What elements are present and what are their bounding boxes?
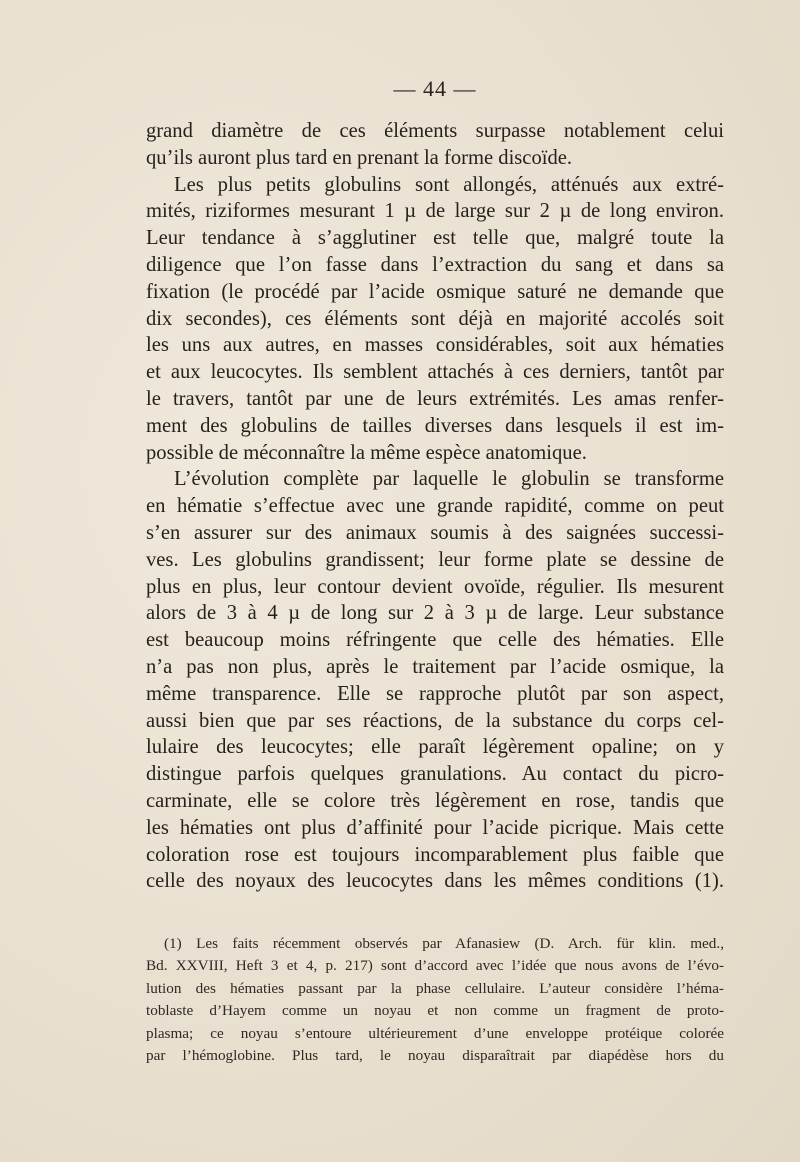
footnote <box>146 933 724 1067</box>
text-line: carminate, elle se colore très légèrement en rose, tandis que <box>146 789 724 812</box>
text-line: distingue parfois quelques granulations. Au contact du picro- <box>146 763 724 786</box>
text-line: coloration rose est toujours incomparablement plus faible que <box>146 843 724 866</box>
text-line: n’a pas non plus, après le traitement par l’acide osmique, la <box>146 655 724 678</box>
text-line: celle des noyaux des leucocytes dans les mêmes conditions (1). <box>146 870 724 893</box>
footnote-line: toblaste d’Hayem comme un noyau et non comme un fragment de proto- <box>146 1002 724 1020</box>
text-line: qu’ils auront plus tard en prenant la forme discoïde. <box>146 146 573 169</box>
text-line: en hématie s’effectue avec une grande rapidité, comme on peut <box>146 495 724 518</box>
footnote-line: Bd. XXVIII, Heft 3 et 4, p. 217) sont d’accord avec l’idée que nous avons de l’évo- <box>146 957 724 975</box>
text-line: plus en plus, leur contour devient ovoïde, régulier. Ils mesurent <box>146 575 724 598</box>
text-line: est beaucoup moins réfringente que celle des hématies. Elle <box>146 629 724 652</box>
text-line: lulaire des leucocytes; elle paraît légèrement opaline; on y <box>146 736 724 759</box>
page-number: — 44 — <box>393 76 477 101</box>
text-line: Leur tendance à s’agglutiner est telle que, malgré toute la <box>146 227 724 250</box>
footnote-line: plasma; ce noyau s’entoure ultérieurement d’une enveloppe protéique colorée <box>146 1024 724 1042</box>
text-line: les uns aux autres, en masses considérables, soit aux hématies <box>146 334 724 357</box>
footnote-line: lution des hématies passant par la phase cellulaire. L’auteur considère l’héma- <box>146 979 724 997</box>
main-text <box>146 118 724 895</box>
text-line: dix secondes), ces éléments sont déjà en majorité accolés soit <box>146 307 724 330</box>
text-line: Les plus petits globulins sont allongés, atténués aux extré- <box>174 173 724 196</box>
text-line: grand diamètre de ces éléments surpasse notablement celui <box>146 120 724 142</box>
text-line: mités, riziformes mesurant 1 µ de large sur 2 µ de long environ. <box>146 200 724 223</box>
text-line: ment des globulins de tailles diverses dans lesquels il est im- <box>146 414 724 437</box>
text-line: diligence que l’on fasse dans l’extraction du sang et dans sa <box>146 253 724 276</box>
text-line: aussi bien que par ses réactions, de la substance du corps cel- <box>146 709 724 732</box>
footnote-line: (1) Les faits récemment observés par Afanasiew (D. Arch. für klin. med., <box>164 935 724 952</box>
text-line: possible de méconnaître la même espèce anatomique. <box>146 441 587 464</box>
text-line: ves. Les globulins grandissent; leur forme plate se dessine de <box>146 548 724 571</box>
text-line: fixation (le procédé par l’acide osmique saturé ne demande que <box>146 280 724 303</box>
text-line: les hématies ont plus d’affinité pour l’acide picrique. Mais cette <box>146 816 724 839</box>
text-line: L’évolution complète par laquelle le globulin se transforme <box>174 468 724 491</box>
text-line: même transparence. Elle se rapproche plutôt par son aspect, <box>146 682 724 705</box>
text-line: et aux leucocytes. Ils semblent attachés à ces derniers, tantôt par <box>146 361 724 384</box>
text-line: s’en assurer sur des animaux soumis à des saignées successi- <box>146 521 724 544</box>
footnote-line: par l’hémoglobine. Plus tard, le noyau disparaîtrait par diapédèse hors du <box>146 1046 724 1064</box>
text-line: alors de 3 à 4 µ de long sur 2 à 3 µ de large. Leur substance <box>146 602 724 625</box>
text-line: le travers, tantôt par une de leurs extrémités. Les amas renfer- <box>146 387 724 410</box>
